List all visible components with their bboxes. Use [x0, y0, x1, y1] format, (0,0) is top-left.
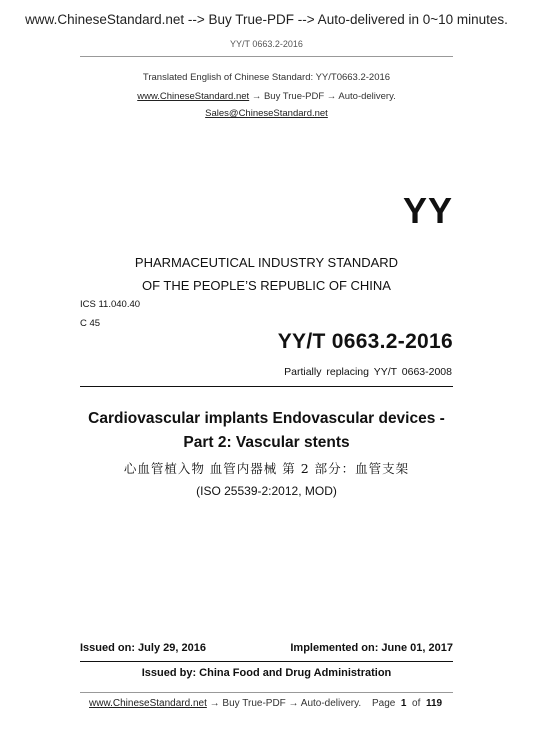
code-rule: [80, 386, 453, 387]
footer-rule: [80, 692, 453, 693]
ccs-code: C 45: [80, 318, 101, 329]
date-rule: [80, 661, 453, 662]
purchase-line: [0, 91, 533, 102]
email-line: [0, 108, 533, 119]
iso-reference: (ISO 25539-2:2012, MOD): [196, 484, 337, 498]
yy-mark: YY: [402, 190, 453, 231]
replacing-note: Partially replacing YY/T 0663-2008: [284, 366, 452, 378]
page-total: 119: [425, 698, 443, 709]
page-current: 1: [400, 698, 407, 709]
title-chinese: 心血管植入物 血管内器械 第 2 部分：血管支架: [123, 461, 410, 476]
page-of: of: [412, 698, 421, 709]
site-link[interactable]: www.ChineseStandard.net: [137, 91, 250, 102]
footer-purchase-text: → Buy True-PDF → Auto-delivery.: [209, 698, 362, 709]
top-banner: www.ChineseStandard.net --> Buy True-PDF --> Auto-delivered in 0~10 minutes.: [25, 12, 508, 27]
standard-name-line1: PHARMACEUTICAL INDUSTRY STANDARD: [134, 255, 399, 270]
header-rule: [80, 56, 453, 57]
footer-site-link[interactable]: www.ChineseStandard.net: [89, 698, 207, 709]
page-label: Page: [372, 698, 396, 709]
issued-date: Issued on: July 29, 2016: [80, 642, 206, 654]
footer: [89, 698, 443, 709]
purchase-text: → Buy True-PDF → Auto-delivery.: [251, 91, 396, 102]
header-doc-code: YY/T 0663.2-2016: [230, 39, 303, 49]
ics-code: ICS 11.040.40: [80, 299, 141, 310]
page-indicator: [372, 698, 442, 709]
title-line2: Part 2: Vascular stents: [183, 434, 350, 451]
standard-name-line2: OF THE PEOPLE’S REPUBLIC OF CHINA: [142, 278, 391, 293]
issuer: Issued by: China Food and Drug Administration: [141, 667, 392, 679]
standard-code: YY/T 0663.2-2016: [277, 330, 453, 353]
implemented-date: Implemented on: June 01, 2017: [290, 642, 453, 654]
title-line1: Cardiovascular implants Endovascular devices -: [88, 410, 445, 427]
translation-note: Translated English of Chinese Standard: YY/T0663.2-2016: [142, 72, 391, 83]
email-link[interactable]: Sales@ChineseStandard.net: [205, 108, 328, 119]
